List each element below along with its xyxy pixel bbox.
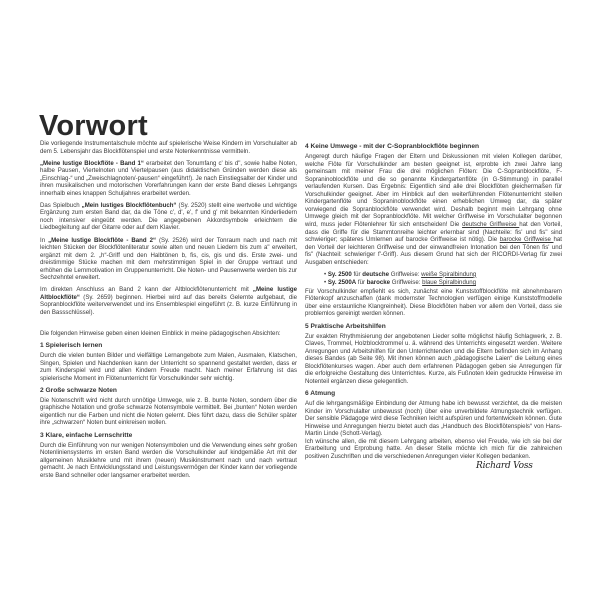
paragraph [40, 442, 297, 480]
bold-text: „Meine lustige Blockflöte - Band 1“ [40, 159, 144, 167]
text: hat den Vorteil, dass die Griffe für die Stammtonreihe leichter erlernbar sind (Nachteile: fis' und fis" sind schwieriger; späteres Umlernen auf barocke Griffweise ist nötig). Die [305, 220, 563, 244]
paragraph [40, 202, 297, 232]
text: 2 Große schwarze Noten [40, 386, 117, 394]
text: Im direkten Anschluss an Band 2 kann der Altblockflötenunterricht mit [40, 286, 253, 294]
section-heading [305, 323, 562, 331]
paragraph [305, 333, 562, 386]
underlined-text: deutsche Griffweise [462, 220, 520, 228]
bold-text: „Meine lustige Altblockflöte“ [40, 286, 297, 301]
paragraph [40, 397, 297, 427]
text: erarbeitet den Tonumfang c' bis d", sowie halbe Noten, halbe Pausen, Viertelnoten und Viertelpausen (aus didaktischen Gründen werden diese als „Einschlag-“ und „Zweischlagnoten/-pausen“ eingeführt!). Je nach Einstiegsalter der Kinder und ihren musikalischen und motorischen Vorerfahrungen kann der erste Band dieses Lehrgangs innerhalb eines knappen Schuljahres erarbeitet werden. [40, 159, 297, 197]
paragraph [40, 237, 297, 282]
bold-text: deutsche [362, 270, 390, 278]
text: Die vorliegende Instrumentalschule möchte auf spielerische Weise Kindern im Vorschulalter ab dem 5. Lebensjahr das Blockflötenspiel und erste Notenkenntnisse vermitteln. [40, 140, 297, 155]
paragraph [40, 286, 297, 316]
bold-text: Sy. 2500 [327, 270, 352, 278]
text: Griffweise: [389, 270, 422, 278]
text: Die Notenschrift wird nicht durch unnötige Umwege, wie z. B. bunte Noten, sondern über die graphische Notation und große schwarze Notensymbole vermittelt. Bei „bunten“ Noten werden eigentlich nur die Farben und nicht die Noten gelernt. Dies führt dazu, dass die Schüler später ihre „schwarzen“ Noten bunt einkreisen wollen. [40, 396, 297, 427]
section-heading [40, 387, 297, 395]
text: Zur exakten Rhythmisierung der angebotenen Lieder sollte möglichst häufig Schlagwerk, z. B. Claves, Trommel, Holzblocktrommel u. ä. während des Unterrichts eingesetzt werden. Weitere Anregungen und Arbeitshilfen für den Unterrichtenden und die Eltern befinden sich im Anhang dieses Bandes (ab Seite 98). Mit ihnen können auch „pädagogische Laien“ die Leitung eines Blockflötenkurses wagen. Aber auch dem erfahrenen Pädagogen geben sie Anregungen für die erfolgreiche Gestaltung des Unterrichtes. Kurze, als Fußnoten klein gedruckte Hinweise im Notenteil ergänzen diese gelegentlich. [305, 332, 562, 385]
paragraph [305, 288, 562, 318]
paragraph [40, 352, 297, 382]
underlined-text: weiße Spiralbindung [421, 270, 477, 278]
text: Das Spielbuch [40, 201, 82, 209]
page-title: Vorwort [39, 110, 148, 142]
text: 3 Klare, einfache Lernschritte [40, 431, 133, 439]
text: Die folgenden Hinweise geben einen kleinen Einblick in meine pädagogischen Absichten: [40, 329, 281, 337]
text: für [351, 270, 363, 278]
text: Ich wünsche allen, die mit diesem Lehrgang arbeiten, ebenso viel Freude, wie ich sie bei der Erarbeitung und Erprobung hatte. An dieser Stelle möchte ich mich für die zahlreichen positiven Zuschriften und die verschiedenen Anregungen vieler Kollegen bedanken. [305, 437, 562, 460]
text: hat den Vorteil der leichteren Griffweise und der einwandfreien Intonation bei den Tönen fis' und fis" (Nachteil: schwieriger f'-Griff). Aus diesem Grund hat sich der RICORDI-Verlag für zwei Ausgaben entschieden: [305, 236, 562, 266]
text: Durch die Einführung von nur wenigen Notensymbolen und die Verwendung eines sehr großen Notenliniensystems im ersten Band werden die Vorschulkinder auf kindgemäße Art mit der allgemeinen Musiklehre und mit ihrem (neuen) Musikinstrument nach und nach vertraut gemacht. Je nach Entwicklungsstand und Leistungsvermögen der Kinder kann der vorliegende erste Band schneller oder langsamer erarbeitet werden. [40, 441, 297, 479]
text: (Sy. 2659) beginnen. Hierbei wird auf das bereits Gelernte aufgebaut, die Sopranblockflöte weiterverwendet und ins Ensemblespiel eingeführt (z. B. kurze Einführung in den Bassschlüssel). [40, 293, 297, 316]
text: Angeregt durch häufige Fragen der Eltern und Diskussionen mit vielen Kollegen darüber, welche Flöte für Vorschulkinder am besten geeignet ist, erprobte ich zwei Jahre lang gemeinsam mit meiner Frau die drei möglichen Flöten: Die C-Sopranblockflöte, F-Sopraninoblockflöte und die so genannte Kindergartenflöte (in G-Stimmung) in parallel verlaufenden Kursen. Das Ergebnis: Eigentlich sind alle drei Blockflöten gleichermaßen für Vorschulkinder geeignet. Aber im Hinblick auf den weiterführenden Flötenunterricht stellen Kindergartenflöte und Sopraninoblockflöte einen erheblichen Umweg dar, da später vorwiegend die Sopranblockflöte verwendet wird. Deshalb beginnt mein Lehrgang ohne Umwege gleich mit der Sopranblockflöte. Mit welcher Griffweise im Vorschulalter begonnen wird, muss jeder Flötenlehrer für sich entscheiden! Die [305, 153, 562, 228]
text: 5 Praktische Arbeitshilfen [305, 322, 386, 330]
left-column [40, 140, 297, 484]
bold-text: „Meine lustige Blockflöte - Band 2“ [48, 236, 157, 244]
paragraph [305, 153, 562, 266]
section-heading [305, 390, 562, 398]
bold-text: Sy. 2500A [327, 279, 357, 287]
bullet-item [305, 279, 562, 287]
text: Griffweise: [390, 279, 423, 287]
text: In [40, 236, 49, 244]
underlined-text: barocke Griffweise [499, 236, 554, 244]
text: • [324, 270, 328, 278]
text: für [356, 279, 367, 287]
paragraph [40, 140, 297, 155]
paragraph [40, 330, 297, 338]
paragraph [40, 160, 297, 198]
right-column [305, 140, 562, 465]
text: (Sy. 2526) wird der Tonraum nach und nach mit leichten Stücken der Blockflötenliteratur sowie alten und neuen Liedern bis zum a" erweitert, ergänzt mit dem 2. „h“-Griff und den Halbtönen b, fis, cis, gis und dis. Erste zwei- und dreistimmige Stücke machen mit dem mehrstimmigen Spiel in der Gruppe vertraut und erhöhen die Lernmotivation im Gruppenunterricht. Die Noten- und Pausenwerte werden bis zur Sechzehntel erweitert. [40, 236, 298, 282]
section-heading [305, 143, 562, 151]
bold-text: barocke [366, 279, 391, 287]
text: (Sy. 2520) stellt eine wertvolle und wichtige Ergänzung zum ersten Band dar, da die Töne c', d', e', f' und g' mit bekannten Kinderliedern noch intensiver eingeübt werden. Die angegebenen Akkordsymbole erleichtern die Liedbegleitung auf der Gitarre oder auf dem Klavier. [40, 201, 297, 232]
text: • [324, 279, 328, 287]
spacer [40, 321, 297, 330]
text: Auf die lehrgangsmäßige Einbindung der Atmung habe ich bewusst verzichtet, da die meisten Kinder im Vorschulalter unbewusst (noch) über eine unverbildete Atmungstechnik verfügen. Der sensible Pädagoge wird diese Techniken leicht aufspüren und fortentwickeln können. Gute Hinweise und Anregungen hierzu bietet auch das „Handbuch des Blockflötenspiels“ von Hans-Martin Linde (Schott-Verlag). [305, 399, 562, 438]
bold-text: „Mein lustiges Blockflötenbuch“ [81, 201, 177, 209]
text: Durch die vielen bunten Bilder und vielfältige Lernangebote zum Malen, Ausmalen, Klatschen, Singen, Spielen und Nachdenken kann der Unterricht so spannend gestaltet werden, dass er zum Kinderspiel wird und allen Kindern Freude macht. Nach meiner Erfahrung ist das spielerische Moment im Flötenunterricht für Vorschulkinder sehr wichtig. [40, 352, 297, 382]
underlined-text: blaue Spiralbindung [422, 279, 476, 287]
section-heading [40, 432, 297, 440]
text: Für Vorschulkinder empfiehlt es sich, zunächst eine Kunststoffblockflöte mit abnehmbarem Flötenkopf anzuschaffen (dank modernster Technologien verfügen einige Kunststoffmodelle über eine erstaunliche Klangreinheit). Diese Blockflöten haben vor allem den Vorteil, dass sie problemlos gereinigt werden können. [305, 287, 562, 318]
text: 1 Spielerisch lernen [40, 342, 103, 350]
text: 4 Keine Umwege - mit der C-Sopranblockflöte beginnen [305, 143, 480, 150]
bullet-item [305, 271, 562, 279]
section-heading [40, 342, 297, 350]
paragraph [305, 400, 562, 438]
author-signature: Richard Voss [476, 461, 533, 471]
text: 6 Atmung [305, 389, 336, 397]
paragraph [305, 438, 562, 461]
